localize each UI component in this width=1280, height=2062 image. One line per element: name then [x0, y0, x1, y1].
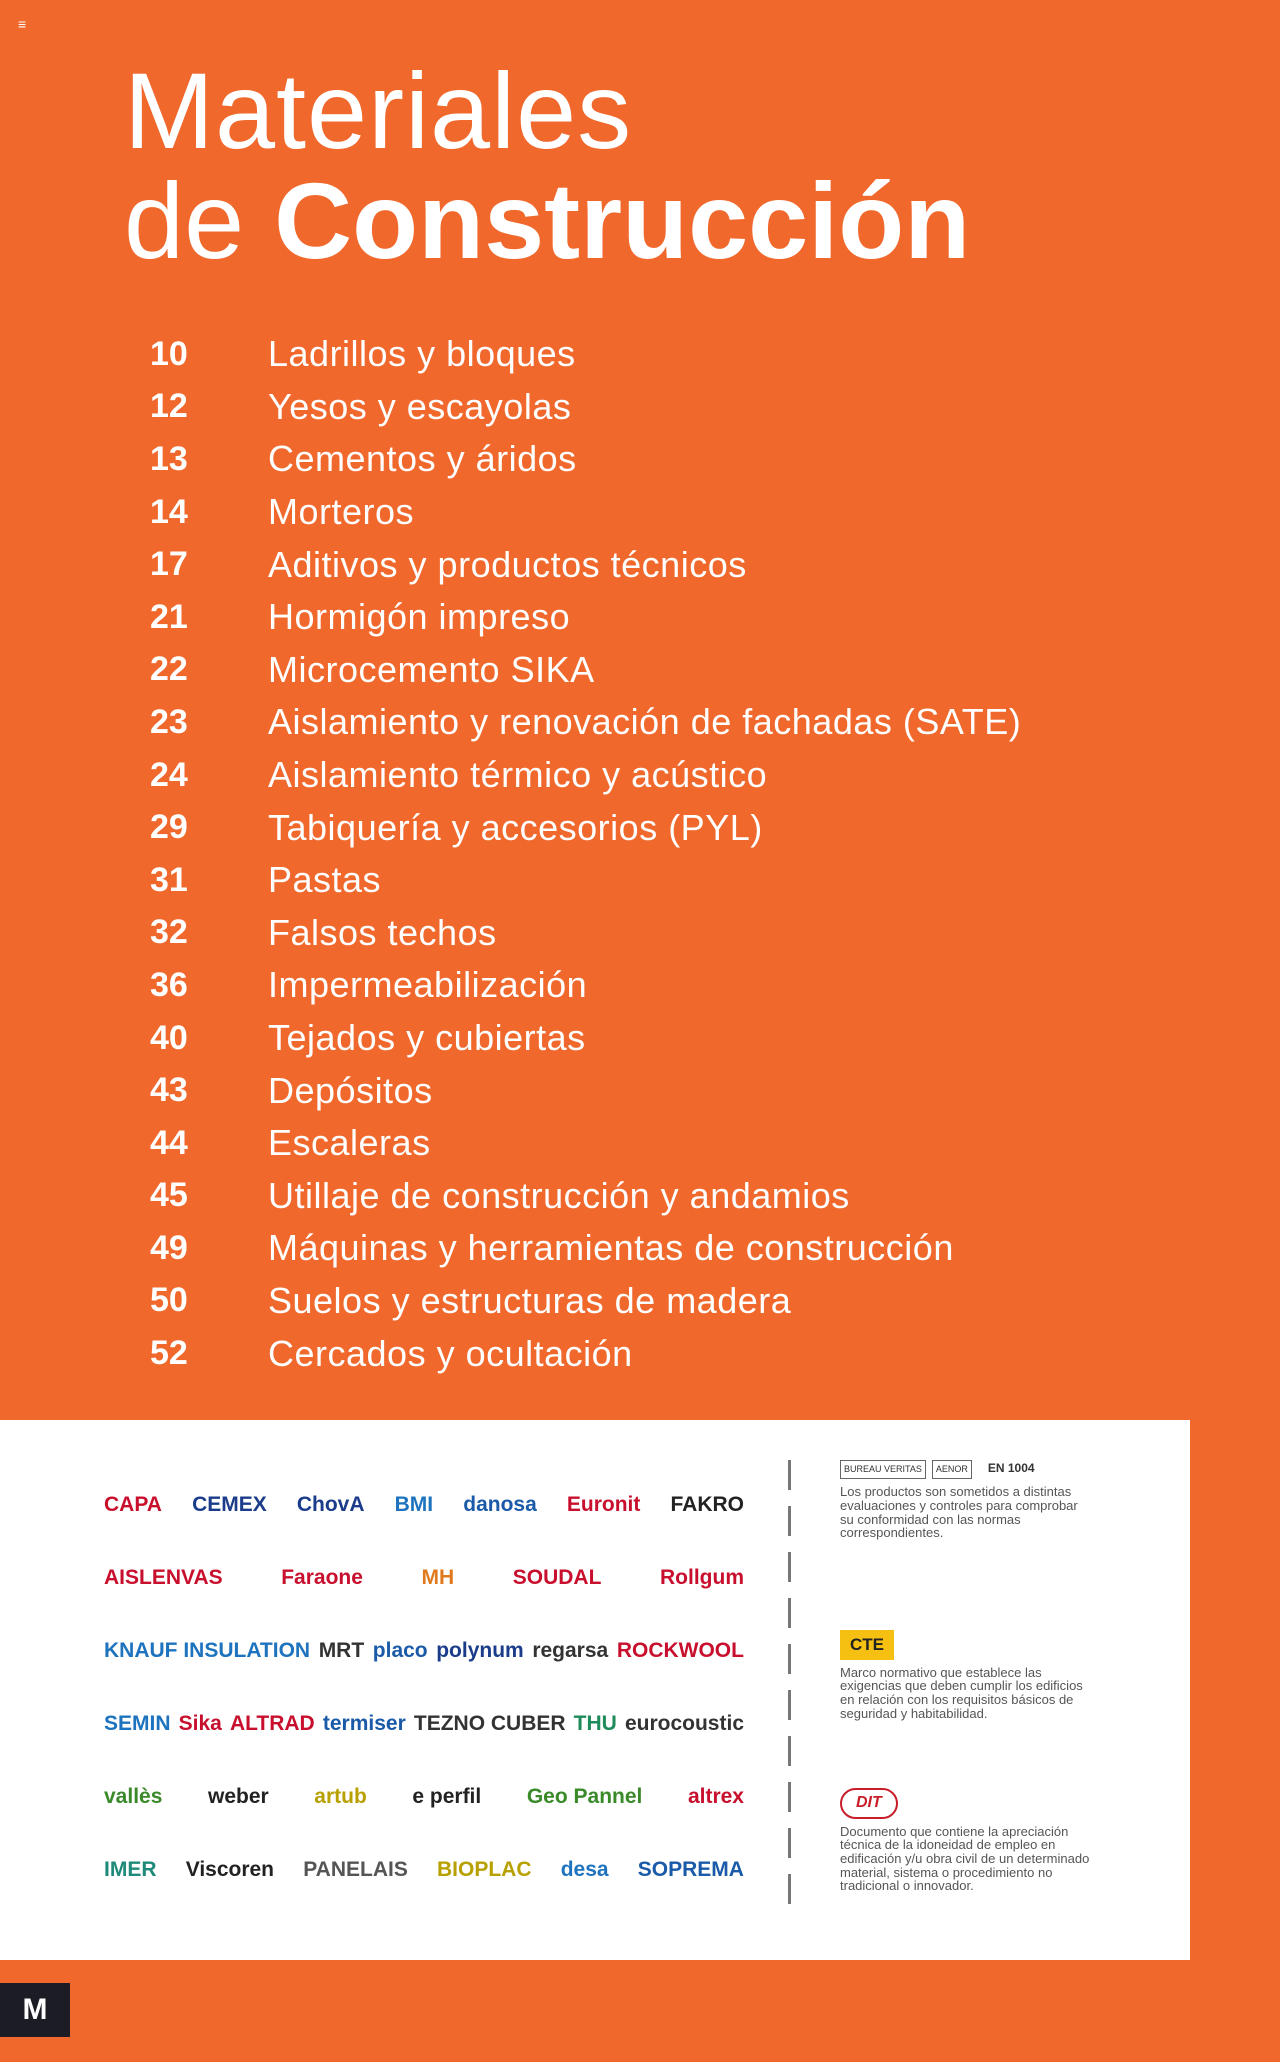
toc-item[interactable] [150, 854, 1150, 907]
toc-page-number: 32 [150, 913, 188, 952]
brand-logo: eurocoustic [624, 1711, 744, 1735]
brand-logo: THU [573, 1711, 617, 1735]
cert-dit [840, 1788, 1090, 1893]
brand-logo: e perfil [412, 1784, 482, 1808]
toc-item[interactable] [150, 1222, 1150, 1275]
brand-logo: CAPA [104, 1492, 162, 1516]
cert-en1004 [840, 1460, 1090, 1540]
toc-label: Hormigón impreso [268, 596, 571, 638]
menu-icon[interactable]: ≡ [18, 16, 27, 32]
brand-logo: Geo Pannel [526, 1784, 643, 1808]
brand-logo: TEZNO CUBER [413, 1711, 566, 1735]
page-title [124, 50, 971, 282]
bureau-veritas-icon: BUREAU VERITAS [840, 1460, 926, 1479]
toc-item[interactable] [150, 801, 1150, 854]
title-line-1: Materiales [124, 50, 633, 171]
toc-item[interactable] [150, 749, 1150, 802]
title-line-2-prefix: de [124, 160, 275, 282]
toc-label: Cercados y ocultación [268, 1332, 633, 1374]
brand-logo: polynum [436, 1638, 524, 1662]
toc-label: Cementos y áridos [268, 438, 577, 480]
toc-label: Microcemento SIKA [268, 648, 595, 690]
toc-page-number: 22 [150, 650, 188, 689]
title-line-2 [124, 160, 971, 282]
brand-logo: ChovA [296, 1492, 365, 1516]
toc-page-number: 50 [150, 1281, 188, 1320]
brand-logos [104, 1468, 744, 1906]
cte-text: Marco normativo que establece las exigencias que deben cumplir los edificios en relación con los requisitos básicos de seguridad y habitabilidad. [840, 1664, 1083, 1721]
toc-page-number: 43 [150, 1071, 188, 1110]
toc-item[interactable] [150, 907, 1150, 960]
brand-logo: Rollgum [660, 1565, 744, 1589]
toc-item[interactable] [150, 1275, 1150, 1328]
toc-page-number: 49 [150, 1228, 188, 1267]
toc-label: Pastas [268, 859, 382, 901]
toc-item[interactable] [150, 538, 1150, 591]
brand-logo: termiser [322, 1711, 406, 1735]
toc-page-number: 21 [150, 597, 188, 636]
brand-logo: placo [372, 1638, 428, 1662]
toc-item[interactable] [150, 1327, 1150, 1380]
brand-logo: desa [560, 1857, 609, 1881]
brand-logo: vallès [104, 1784, 163, 1808]
toc-item[interactable] [150, 381, 1150, 434]
brand-logo: FAKRO [670, 1492, 744, 1516]
toc-label: Utillaje de construcción y andamios [268, 1174, 850, 1216]
toc-page-number: 17 [150, 545, 188, 584]
toc-label: Máquinas y herramientas de construcción [268, 1227, 954, 1269]
brand-logo: Euronit [566, 1492, 641, 1516]
brand-logo: SOUDAL [512, 1565, 602, 1589]
toc-item[interactable] [150, 591, 1150, 644]
brand-logo: Viscoren [185, 1857, 275, 1881]
toc-item[interactable] [150, 433, 1150, 486]
logo-row [104, 1833, 744, 1906]
brand-logo: ROCKWOOL [616, 1638, 744, 1662]
toc-item[interactable] [150, 1117, 1150, 1170]
toc-item[interactable] [150, 696, 1150, 749]
toc-label: Escaleras [268, 1122, 431, 1164]
toc-page-number: 14 [150, 492, 188, 531]
toc-label: Ladrillos y bloques [268, 333, 576, 375]
logo-row [104, 1468, 744, 1541]
logo-row [104, 1687, 744, 1760]
toc-page-number: 40 [150, 1018, 188, 1057]
brand-logo: BIOPLAC [437, 1857, 532, 1881]
toc-label: Tabiquería y accesorios (PYL) [268, 806, 763, 848]
toc-label: Aislamiento y renovación de fachadas (SATE) [268, 701, 1022, 743]
table-of-contents [150, 328, 1150, 1380]
aenor-icon: AENOR [932, 1460, 972, 1479]
toc-page-number: 12 [150, 387, 188, 426]
brand-logo: MH [421, 1565, 455, 1589]
toc-page-number: 10 [150, 334, 188, 373]
toc-item[interactable] [150, 1064, 1150, 1117]
brand-logo-icon: M [0, 1983, 70, 2037]
toc-page-number: 24 [150, 755, 188, 794]
logo-row [104, 1760, 744, 1833]
brand-logo: BMI [394, 1492, 434, 1516]
toc-label: Falsos techos [268, 911, 497, 953]
brand-logo: Sika [178, 1711, 222, 1735]
brand-logo: MRT [318, 1638, 365, 1662]
toc-label: Tejados y cubiertas [268, 1017, 586, 1059]
brand-logo: regarsa [532, 1638, 609, 1662]
en1004-text: Los productos son sometidos a distintas evaluaciones y controles para comprobar su conformidad con las normas correspondientes. [840, 1484, 1078, 1541]
toc-page-number: 45 [150, 1176, 188, 1215]
toc-page-number: 13 [150, 439, 188, 478]
toc-page-number: 23 [150, 702, 188, 741]
brand-logo: SEMIN [104, 1711, 171, 1735]
brand-logo: IMER [104, 1857, 157, 1881]
logo-row [104, 1614, 744, 1687]
toc-label: Morteros [268, 491, 415, 533]
brand-logo: ALTRAD [229, 1711, 315, 1735]
toc-item[interactable] [150, 644, 1150, 697]
dit-text: Documento que contiene la apreciación técnica de la idoneidad de empleo en edificación y/u obra civil de un determinado material, sistema o procedimiento no tradicional o innovador. [840, 1823, 1090, 1894]
brand-logo: AISLENVAS [104, 1565, 223, 1589]
toc-label: Aditivos y productos técnicos [268, 543, 747, 585]
dit-icon: DIT [840, 1788, 898, 1819]
toc-item[interactable] [150, 1170, 1150, 1223]
toc-label: Suelos y estructuras de madera [268, 1279, 792, 1321]
brand-logo: SOPREMA [637, 1857, 744, 1881]
en1004-label: EN 1004 [987, 1461, 1035, 1476]
toc-page-number: 44 [150, 1123, 188, 1162]
cte-icon: CTE [840, 1630, 894, 1660]
brand-logo: KNAUF INSULATION [104, 1638, 311, 1662]
toc-label: Depósitos [268, 1069, 433, 1111]
brand-logo: Faraone [281, 1565, 363, 1589]
toc-label: Aislamiento térmico y acústico [268, 754, 768, 796]
toc-page-number: 29 [150, 808, 188, 847]
toc-item[interactable] [150, 1012, 1150, 1065]
toc-label: Impermeabilización [268, 964, 588, 1006]
brand-logo: danosa [463, 1492, 537, 1516]
logo-row [104, 1541, 744, 1614]
panel-divider [788, 1460, 791, 1920]
cert-cte [840, 1630, 1090, 1720]
brand-logo: artub [314, 1784, 367, 1808]
brand-logo: PANELAIS [303, 1857, 408, 1881]
toc-page-number: 31 [150, 860, 188, 899]
toc-item[interactable] [150, 959, 1150, 1012]
brand-logo: altrex [687, 1784, 744, 1808]
toc-item[interactable] [150, 486, 1150, 539]
toc-page-number: 52 [150, 1334, 188, 1373]
brand-logo: CEMEX [192, 1492, 267, 1516]
brand-logo: weber [207, 1784, 269, 1808]
title-line-2-bold: Construcción [274, 160, 971, 282]
toc-label: Yesos y escayolas [268, 385, 572, 427]
toc-item[interactable] [150, 328, 1150, 381]
toc-page-number: 36 [150, 965, 188, 1004]
